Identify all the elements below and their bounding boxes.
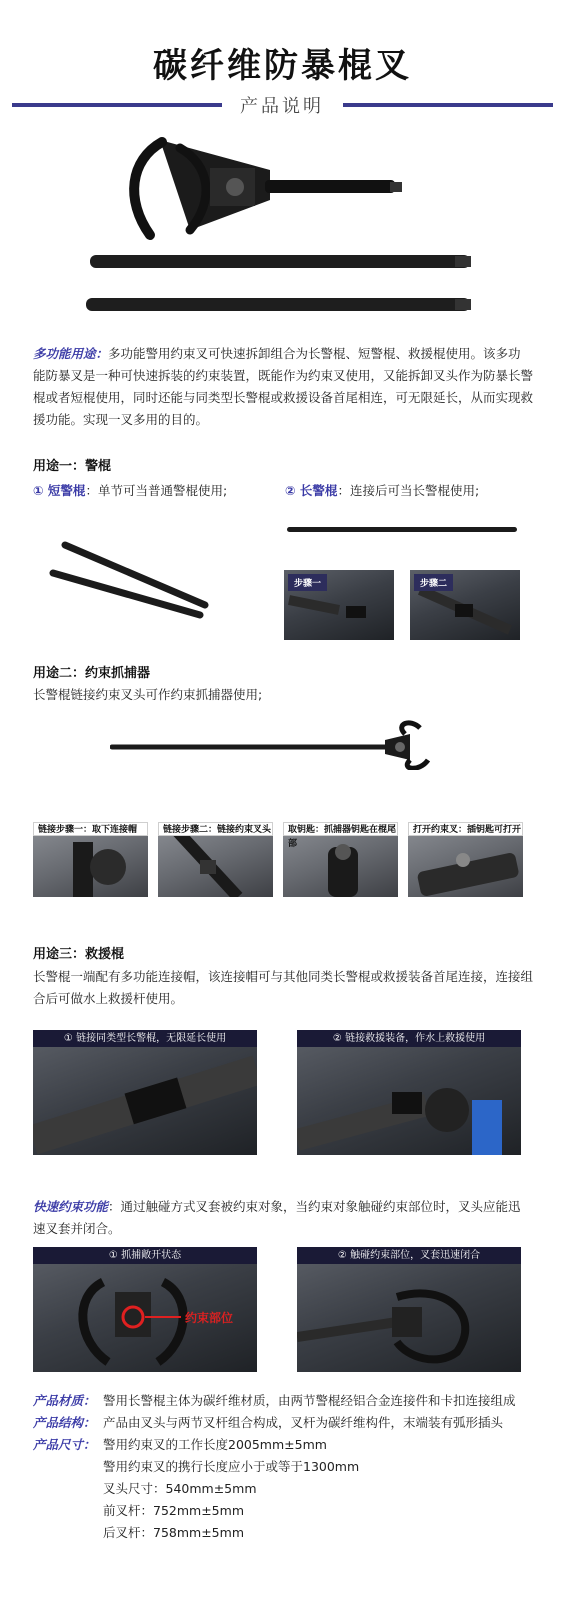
spec-structure-text: 产品由叉头与两节叉杆组合构成，叉杆为碳纤维构件，末端装有弧形插头: [103, 1415, 504, 1430]
page-subtitle: 产品说明: [222, 92, 342, 118]
quick-text: ：通过触碰方式叉套被约束对象，当约束对象触碰约束部位时，叉头应能迅速叉套并闭合。: [33, 1199, 521, 1236]
pole-2: [86, 298, 470, 311]
intro-text: 多功能警用约束叉可快速拆卸组合为长警棍、短警棍、救援棍使用。该多功能防暴叉是一种可快速拆装的约束装置，既能作为约束叉使用，又能拆卸叉头作为防暴长警棍或者短棍使用，同时还能与同类型长警棍或救援设备首尾相连，可无限延长，从而实现救援功能。实现一叉多用的目的。: [33, 346, 534, 427]
use3-photo-1: [33, 1030, 257, 1155]
quick-photo-2: [297, 1247, 521, 1372]
use1-long: [285, 480, 479, 502]
use1-heading: 用途一：警棍: [33, 459, 112, 474]
use3-caption-1: ① 链接同类型长警棍，无限延长使用: [33, 1030, 257, 1047]
use3-photo-2: [297, 1030, 521, 1155]
title-rule-left: [12, 103, 222, 107]
spec-size-4: 前叉杆：752mm±5mm: [103, 1503, 244, 1518]
fork-head: [134, 140, 270, 235]
use2-heading: 用途二：约束抓捕器: [33, 666, 151, 681]
quick-caption-2: ② 触碰约束部位，叉套迅速闭合: [297, 1247, 521, 1264]
use1-short: [33, 480, 227, 502]
spec-material-label: 产品材质：: [33, 1393, 96, 1408]
use1-step1-badge: 步骤一: [288, 574, 327, 591]
long-baton-image: [287, 527, 517, 532]
title-rule-right: [343, 103, 553, 107]
use1-long-text: ：连接后可当长警棍使用;: [337, 483, 480, 498]
quick-photo-1: [33, 1247, 257, 1372]
spec-size-2: 警用约束叉的携行长度应小于或等于1300mm: [103, 1459, 360, 1474]
intro-label: 多功能用途：: [33, 346, 109, 361]
spec-structure: [33, 1412, 543, 1434]
quick-caption-1: ① 抓捕敞开状态: [33, 1247, 257, 1264]
spec-size-5: 后叉杆：758mm±5mm: [103, 1525, 244, 1540]
use1-short-text: ：单节可当普通警棍使用;: [85, 483, 228, 498]
use1-step1-photo: [284, 570, 394, 640]
fork-handle: [265, 180, 395, 193]
use2-caption-2: 链接步骤二：链接约束叉头: [158, 822, 273, 836]
product-hero-image: [70, 130, 490, 330]
spec-size-label: 产品尺寸：: [33, 1437, 96, 1452]
use2-text: 长警棍链接约束叉头可作约束抓捕器使用;: [33, 687, 263, 702]
spec-structure-label: 产品结构：: [33, 1415, 96, 1430]
use3-text: 长警棍一端配有多功能连接帽，该连接帽可与其他同类长警棍或救援装备首尾连接，连接组合后可做水上救援杆使用。: [33, 969, 534, 1006]
use2-caption-1: 链接步骤一：取下连接帽: [33, 822, 148, 836]
spec-size: [33, 1434, 543, 1456]
quick-paragraph: [33, 1196, 533, 1240]
spec-material: [33, 1390, 543, 1412]
quick-target-label: 约束部位: [185, 1311, 234, 1325]
use3-caption-2: ② 链接救援装备，作水上救援使用: [297, 1030, 521, 1047]
page-title: 碳纤维防暴棍叉: [153, 46, 412, 86]
use2-caption-4: 打开约束叉：插钥匙可打开: [408, 822, 523, 836]
use1-long-label: ② 长警棍: [285, 483, 338, 498]
restraint-catcher-image: [110, 720, 440, 770]
use1-short-label: ① 短警棍: [33, 483, 86, 498]
spec-material-text: 警用长警棍主体为碳纤维材质，由两节警棍经铝合金连接件和卡扣连接组成: [103, 1393, 516, 1408]
use2-caption-3: 取钥匙：抓捕器钥匙在棍尾部: [283, 822, 398, 836]
short-baton-image: [45, 535, 215, 625]
spec-size-1: 警用约束叉的工作长度2005mm±5mm: [103, 1437, 327, 1452]
intro-paragraph: [33, 343, 533, 431]
use3-heading: 用途三：救援棍: [33, 947, 125, 962]
use1-step2-photo: [410, 570, 520, 640]
use1-step2-badge: 步骤二: [414, 574, 453, 591]
pole-1: [90, 255, 470, 268]
spec-size-3: 叉头尺寸：540mm±5mm: [103, 1481, 257, 1496]
quick-label: 快速约束功能: [33, 1199, 109, 1214]
